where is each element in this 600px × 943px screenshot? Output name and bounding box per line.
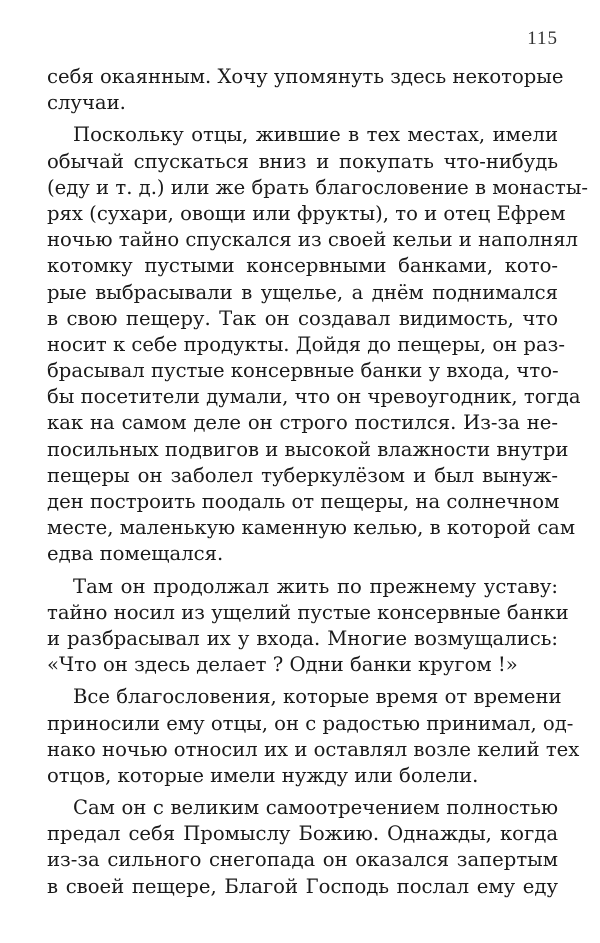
text-line: котомку пустыми консервными банками, кото- <box>47 254 558 278</box>
text-line: Поскольку отцы, жившие в тех местах, имели <box>73 123 558 147</box>
text-line: рые выбрасывали в ущелье, а днём поднимался <box>47 280 558 304</box>
text-line: рях (сухари, овощи или фрукты), то и отец Ефрем <box>47 201 566 225</box>
text-line: в свою пещеру. Так он создавал видимость, что <box>47 306 558 330</box>
text-line: едва помещался. <box>47 542 224 566</box>
text-line: носит к себе продукты. Дойдя до пещеры, он раз- <box>47 332 565 356</box>
text-line: приносили ему отцы, он с радостью принимал, од- <box>47 711 574 735</box>
body-text <box>47 64 589 906</box>
text-line: тайно носил из ущелий пустые консервные банки <box>47 600 569 624</box>
text-line: ночью тайно спускался из своей кельи и наполнял <box>47 228 579 252</box>
text-line: Там он продолжал жить по прежнему уставу: <box>73 574 558 598</box>
paragraph <box>47 795 558 900</box>
text-line: предал себя Промыслу Божию. Однажды, когда <box>47 822 558 846</box>
text-line: посильных подвигов и высокой влажности внутри <box>47 437 569 461</box>
text-line: «Что он здесь делает ? Одни банки кругом !» <box>47 653 518 677</box>
text-line: месте, маленькую каменную келью, в которой сам <box>47 516 576 540</box>
text-line: ден построить поодаль от пещеры, на солнечном <box>47 490 560 513</box>
text-line: бы посетители думали, что он чревоугодник, тогда <box>47 385 581 409</box>
text-line: отцов, которые имели нужду или болели. <box>47 763 479 787</box>
text-line: нако ночью относил их и оставлял возле келий тех <box>47 737 580 761</box>
page-number: 115 <box>527 28 558 49</box>
text-line: как на самом деле он строго постился. Из-за не- <box>47 411 558 435</box>
paragraph <box>47 64 564 116</box>
text-line: и разбрасывал их у входа. Многие возмущались: <box>47 626 558 650</box>
paragraph <box>47 574 569 679</box>
text-line: пещеры он заболел туберкулёзом и был вынуж- <box>47 463 558 487</box>
text-line: обычай спускаться вниз и покупать что-нибудь <box>47 149 558 173</box>
paragraph <box>47 122 589 567</box>
text-line: Сам он с великим самоотречением полностью <box>73 796 558 820</box>
paragraph <box>47 684 580 789</box>
text-line: случаи. <box>47 91 126 115</box>
text-line: (еду и т. д.) или же брать благословение в монасты- <box>47 175 589 199</box>
text-line: себя окаянным. Хочу упомянуть здесь некоторые <box>47 65 564 88</box>
text-line: из-за сильного снегопада он оказался запертым <box>47 848 558 872</box>
text-line: брасывал пустые консервные банки у входа, что- <box>47 359 559 383</box>
text-line: в своей пещере, Благой Господь послал ему еду <box>47 874 558 898</box>
text-line: Все благословения, которые время от времени <box>73 685 562 709</box>
